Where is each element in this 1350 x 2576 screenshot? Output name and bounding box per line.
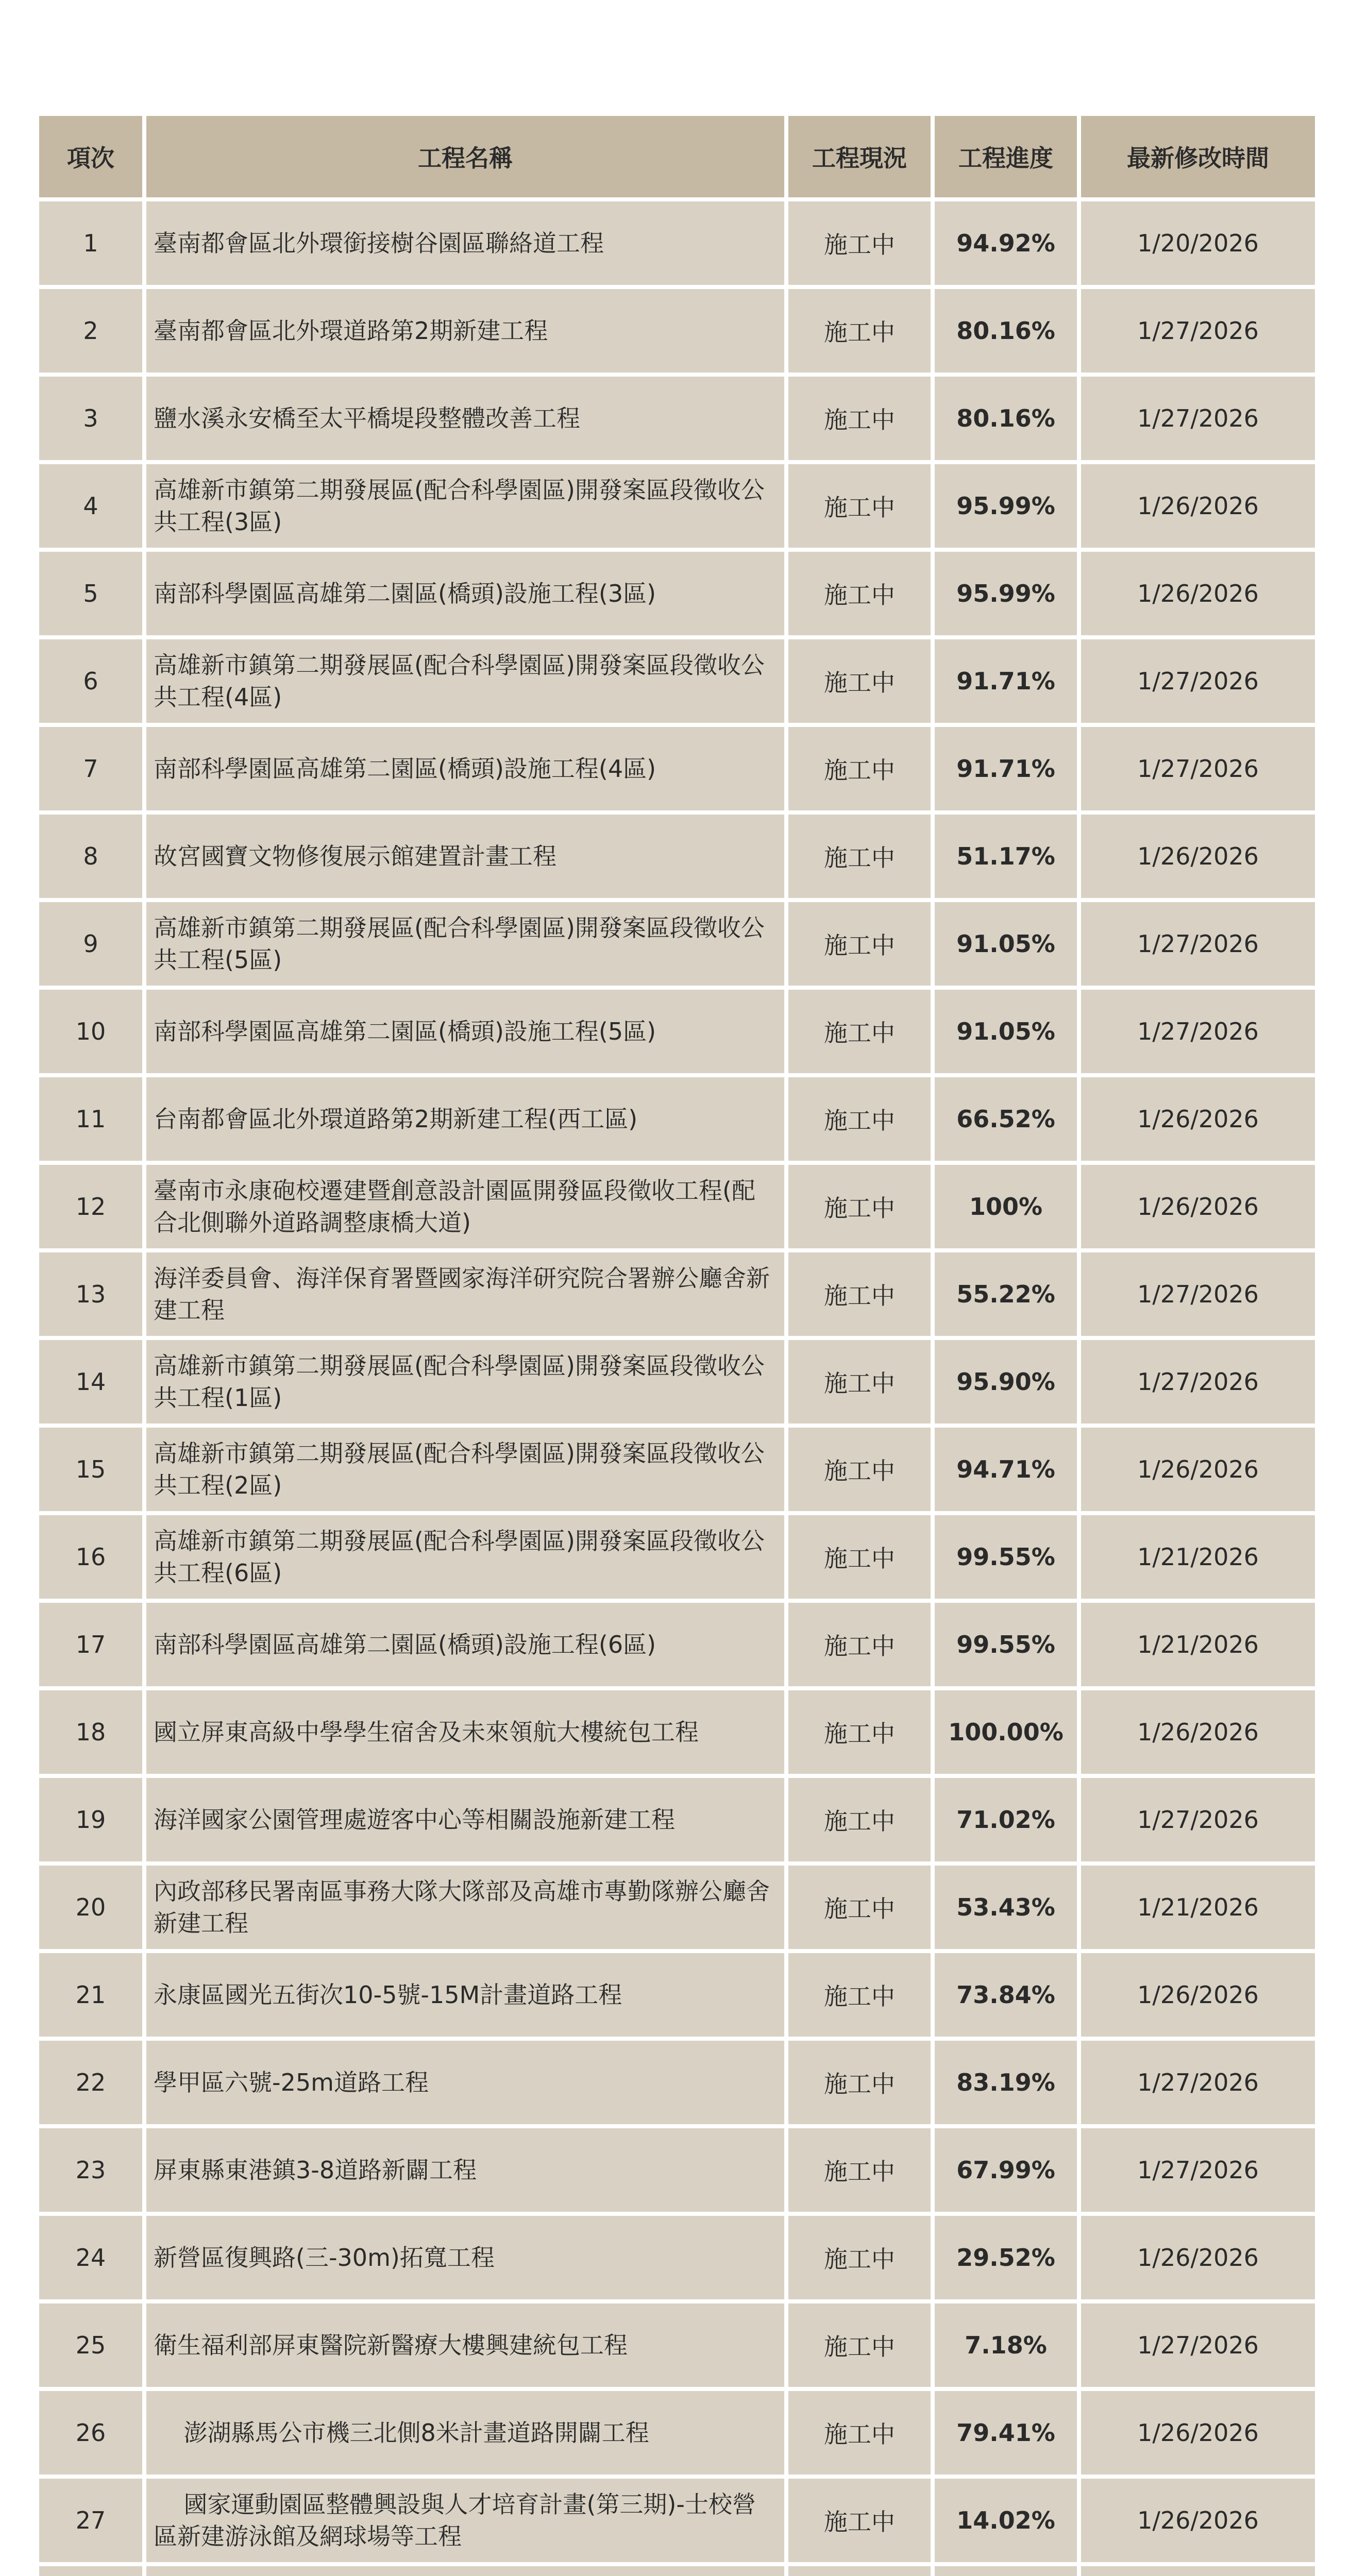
table-row [39, 464, 1315, 548]
project-progress: 80.16% [935, 289, 1077, 372]
header-name: 工程名稱 [146, 116, 784, 197]
project-progress: 67.99% [935, 2128, 1077, 2212]
table-row [39, 639, 1315, 723]
project-progress: 29.52% [935, 2216, 1077, 2299]
project-name [146, 2566, 784, 2576]
table-row [39, 1690, 1315, 1774]
row-number: 10 [39, 990, 142, 1073]
project-name: 鹽水溪永安橋至太平橋堤段整體改善工程 [146, 377, 784, 460]
last-updated: 1/26/2026 [1081, 464, 1315, 548]
project-status: 施工中 [788, 727, 931, 810]
last-updated: 1/26/2026 [1081, 2479, 1315, 2562]
row-number: 3 [39, 377, 142, 460]
row-number: 5 [39, 552, 142, 635]
row-number: 25 [39, 2303, 142, 2387]
last-updated: 1/27/2026 [1081, 1252, 1315, 1336]
row-number: 21 [39, 1953, 142, 2037]
row-number: 6 [39, 639, 142, 723]
project-name: 高雄新市鎮第二期發展區(配合科學園區)開發案區段徵收公共工程(1區) [146, 1340, 784, 1423]
project-name: 南部科學園區高雄第二園區(橋頭)設施工程(5區) [146, 990, 784, 1073]
row-number: 16 [39, 1515, 142, 1599]
project-progress: 79.41% [935, 2391, 1077, 2475]
project-progress: 53.43% [935, 1866, 1077, 1949]
row-number: 20 [39, 1866, 142, 1949]
project-name: 南部科學園區高雄第二園區(橋頭)設施工程(3區) [146, 552, 784, 635]
project-progress: 71.02% [935, 1778, 1077, 1861]
table-row [39, 2391, 1315, 2475]
project-progress: 7.18% [935, 2303, 1077, 2387]
last-updated: 1/26/2026 [1081, 1165, 1315, 1248]
project-status: 施工中 [788, 1165, 931, 1248]
project-name: 高雄新市鎮第二期發展區(配合科學園區)開發案區段徵收公共工程(5區) [146, 902, 784, 986]
project-name: 南部科學園區高雄第二園區(橋頭)設施工程(6區) [146, 1603, 784, 1686]
last-updated: 1/27/2026 [1081, 2128, 1315, 2212]
project-status: 施工中 [788, 902, 931, 986]
project-progress: 14.02% [935, 2479, 1077, 2562]
last-updated: 1/27/2026 [1081, 377, 1315, 460]
table-row [39, 289, 1315, 372]
last-updated: 1/26/2026 [1081, 815, 1315, 898]
row-number: 1 [39, 201, 142, 285]
table-header [39, 116, 1315, 197]
table-row [39, 2128, 1315, 2212]
project-progress: 83.19% [935, 2041, 1077, 2124]
project-name: 臺南市永康砲校遷建暨創意設計園區開發區段徵收工程(配合北側聯外道路調整康橋大道) [146, 1165, 784, 1248]
row-number: 12 [39, 1165, 142, 1248]
row-number: 4 [39, 464, 142, 548]
project-progress: 91.71% [935, 727, 1077, 810]
project-name: 臺南都會區北外環銜接樹谷園區聯絡道工程 [146, 201, 784, 285]
project-progress: 100% [935, 1165, 1077, 1248]
project-name: 學甲區六號-25m道路工程 [146, 2041, 784, 2124]
last-updated: 1/27/2026 [1081, 1340, 1315, 1423]
project-name: 高雄新市鎮第二期發展區(配合科學園區)開發案區段徵收公共工程(6區) [146, 1515, 784, 1599]
row-number: 18 [39, 1690, 142, 1774]
project-name: 衛生福利部屏東醫院新醫療大樓興建統包工程 [146, 2303, 784, 2387]
last-updated: 1/26/2026 [1081, 2216, 1315, 2299]
project-progress: 94.71% [935, 1428, 1077, 1511]
table-row [39, 727, 1315, 810]
project-name: 國立屏東高級中學學生宿舍及未來領航大樓統包工程 [146, 1690, 784, 1774]
project-status: 施工中 [788, 815, 931, 898]
project-name: 台南都會區北外環道路第2期新建工程(西工區) [146, 1077, 784, 1161]
row-number: 13 [39, 1252, 142, 1336]
project-name: 高雄新市鎮第二期發展區(配合科學園區)開發案區段徵收公共工程(2區) [146, 1428, 784, 1511]
project-status: 施工中 [788, 464, 931, 548]
project-progress: 99.55% [935, 1515, 1077, 1599]
project-progress: 95.90% [935, 1340, 1077, 1423]
last-updated: 1/26/2026 [1081, 1690, 1315, 1774]
last-updated: 1/27/2026 [1081, 990, 1315, 1073]
project-name: 高雄新市鎮第二期發展區(配合科學園區)開發案區段徵收公共工程(4區) [146, 639, 784, 723]
table-row [39, 815, 1315, 898]
project-status: 施工中 [788, 201, 931, 285]
row-number: 2 [39, 289, 142, 372]
row-number: 7 [39, 727, 142, 810]
project-progress: 95.99% [935, 464, 1077, 548]
project-status: 施工中 [788, 1077, 931, 1161]
header-updated: 最新修改時間 [1081, 116, 1315, 197]
row-number: 19 [39, 1778, 142, 1861]
last-updated: 1/20/2026 [1081, 201, 1315, 285]
last-updated: 1/27/2026 [1081, 2041, 1315, 2124]
table-body [39, 201, 1315, 2576]
table-row [39, 1953, 1315, 2037]
project-progress: 51.17% [935, 815, 1077, 898]
project-progress [935, 2566, 1077, 2576]
last-updated: 1/26/2026 [1081, 1953, 1315, 2037]
project-name: 永康區國光五街次10-5號-15M計畫道路工程 [146, 1953, 784, 2037]
header-row [39, 116, 1315, 197]
last-updated: 1/26/2026 [1081, 2391, 1315, 2475]
project-progress: 99.55% [935, 1603, 1077, 1686]
project-name: 臺南都會區北外環道路第2期新建工程 [146, 289, 784, 372]
last-updated [1081, 2566, 1315, 2576]
table-row [39, 1340, 1315, 1423]
project-status: 施工中 [788, 1778, 931, 1861]
project-name: 國家運動園區整體興設與人才培育計畫(第三期)-士校營區新建游泳館及網球場等工程 [146, 2479, 784, 2562]
table-row [39, 1778, 1315, 1861]
project-status: 施工中 [788, 289, 931, 372]
project-status: 施工中 [788, 2391, 931, 2475]
project-status: 施工中 [788, 2479, 931, 2562]
row-number: 26 [39, 2391, 142, 2475]
project-name: 屏東縣東港鎮3-8道路新闢工程 [146, 2128, 784, 2212]
table-row [39, 1077, 1315, 1161]
project-name: 海洋國家公園管理處遊客中心等相關設施新建工程 [146, 1778, 784, 1861]
project-status: 施工中 [788, 2303, 931, 2387]
project-status: 施工中 [788, 1428, 931, 1511]
project-name: 高雄新市鎮第二期發展區(配合科學園區)開發案區段徵收公共工程(3區) [146, 464, 784, 548]
project-status: 施工中 [788, 2128, 931, 2212]
table-row [39, 2041, 1315, 2124]
table-row [39, 201, 1315, 285]
project-status: 施工中 [788, 990, 931, 1073]
project-status: 施工中 [788, 2216, 931, 2299]
project-name: 海洋委員會、海洋保育署暨國家海洋研究院合署辦公廳舍新建工程 [146, 1252, 784, 1336]
table-row [39, 1428, 1315, 1511]
project-status: 施工中 [788, 1340, 931, 1423]
project-status: 施工中 [788, 2041, 931, 2124]
table-row [39, 902, 1315, 986]
project-progress: 100.00% [935, 1690, 1077, 1774]
project-progress: 91.71% [935, 639, 1077, 723]
header-status: 工程現況 [788, 116, 931, 197]
last-updated: 1/21/2026 [1081, 1866, 1315, 1949]
row-number: 14 [39, 1340, 142, 1423]
project-status: 施工中 [788, 1603, 931, 1686]
project-progress-table [35, 112, 1319, 2576]
last-updated: 1/26/2026 [1081, 1428, 1315, 1511]
row-number: 11 [39, 1077, 142, 1161]
project-status: 施工中 [788, 552, 931, 635]
project-status [788, 2566, 931, 2576]
project-status: 施工中 [788, 1515, 931, 1599]
table-row [39, 1252, 1315, 1336]
row-number: 17 [39, 1603, 142, 1686]
project-progress: 91.05% [935, 990, 1077, 1073]
table-row [39, 990, 1315, 1073]
project-name: 澎湖縣馬公市機三北側8米計畫道路開闢工程 [146, 2391, 784, 2475]
last-updated: 1/27/2026 [1081, 2303, 1315, 2387]
project-status: 施工中 [788, 1866, 931, 1949]
table-row [39, 1515, 1315, 1599]
project-progress: 94.92% [935, 201, 1077, 285]
last-updated: 1/27/2026 [1081, 639, 1315, 723]
last-updated: 1/26/2026 [1081, 552, 1315, 635]
row-number: 15 [39, 1428, 142, 1511]
project-name: 新營區復興路(三-30m)拓寬工程 [146, 2216, 784, 2299]
project-progress: 80.16% [935, 377, 1077, 460]
project-status: 施工中 [788, 1690, 931, 1774]
project-progress: 91.05% [935, 902, 1077, 986]
project-status: 施工中 [788, 377, 931, 460]
last-updated: 1/21/2026 [1081, 1603, 1315, 1686]
last-updated: 1/21/2026 [1081, 1515, 1315, 1599]
project-status: 施工中 [788, 1953, 931, 2037]
last-updated: 1/26/2026 [1081, 1077, 1315, 1161]
project-status: 施工中 [788, 639, 931, 723]
row-number [39, 2566, 142, 2576]
table-row [39, 1165, 1315, 1248]
last-updated: 1/27/2026 [1081, 727, 1315, 810]
project-progress: 66.52% [935, 1077, 1077, 1161]
row-number: 22 [39, 2041, 142, 2124]
row-number: 27 [39, 2479, 142, 2562]
table-row [39, 552, 1315, 635]
row-number: 8 [39, 815, 142, 898]
table-row [39, 2216, 1315, 2299]
project-progress: 55.22% [935, 1252, 1077, 1336]
header-no: 項次 [39, 116, 142, 197]
header-progress: 工程進度 [935, 116, 1077, 197]
project-progress: 73.84% [935, 1953, 1077, 2037]
table-row [39, 2566, 1315, 2576]
last-updated: 1/27/2026 [1081, 289, 1315, 372]
project-progress: 95.99% [935, 552, 1077, 635]
table-row [39, 2303, 1315, 2387]
table-row [39, 1866, 1315, 1949]
last-updated: 1/27/2026 [1081, 902, 1315, 986]
table-row [39, 377, 1315, 460]
project-status: 施工中 [788, 1252, 931, 1336]
row-number: 23 [39, 2128, 142, 2212]
project-name: 故宮國寶文物修復展示館建置計畫工程 [146, 815, 784, 898]
row-number: 9 [39, 902, 142, 986]
table-row [39, 2479, 1315, 2562]
table-row [39, 1603, 1315, 1686]
row-number: 24 [39, 2216, 142, 2299]
project-name: 南部科學園區高雄第二園區(橋頭)設施工程(4區) [146, 727, 784, 810]
last-updated: 1/27/2026 [1081, 1778, 1315, 1861]
project-name: 內政部移民署南區事務大隊大隊部及高雄市專勤隊辦公廳舍新建工程 [146, 1866, 784, 1949]
